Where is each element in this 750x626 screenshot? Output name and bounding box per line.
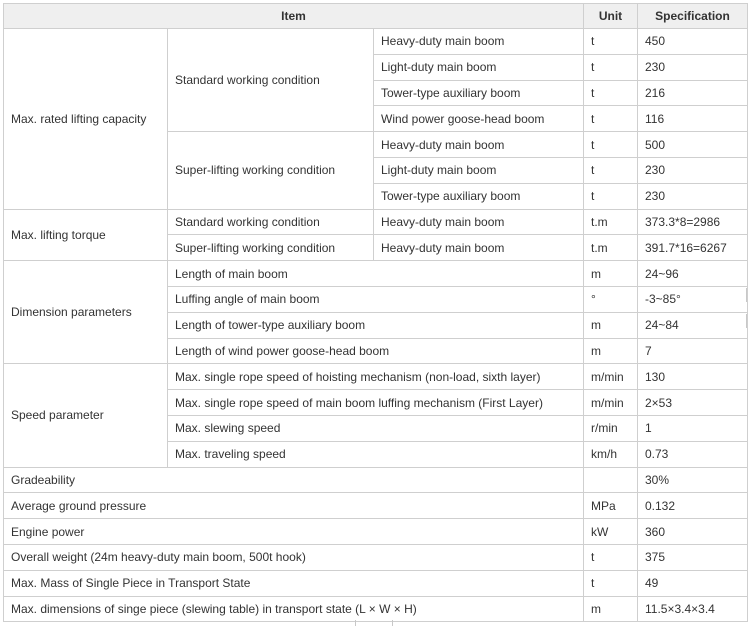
value-cell: 500	[638, 132, 748, 158]
value-cell: 0.73	[638, 441, 748, 467]
value-cell: 30%	[638, 467, 748, 493]
unit-cell: t	[584, 157, 638, 183]
unit-cell: m	[584, 261, 638, 287]
condition-cell: Super-lifting working condition	[168, 235, 374, 261]
item-cell: Light-duty main boom	[374, 157, 584, 183]
value-cell: 7	[638, 338, 748, 364]
item-cell: Max. dimensions of singe piece (slewing table) in transport state (L × W × H)	[4, 596, 584, 622]
specification-table	[3, 3, 748, 622]
table-row	[4, 364, 748, 390]
unit-cell: t	[584, 54, 638, 80]
table-row	[4, 596, 748, 622]
unit-cell: t	[584, 29, 638, 55]
unit-cell: r/min	[584, 415, 638, 441]
value-cell: 230	[638, 157, 748, 183]
value-cell: 24~96	[638, 261, 748, 287]
item-cell: Tower-type auxiliary boom	[374, 80, 584, 106]
unit-cell	[584, 467, 638, 493]
table-row	[4, 209, 748, 235]
unit-cell: MPa	[584, 493, 638, 519]
item-cell: Heavy-duty main boom	[374, 132, 584, 158]
unit-cell: t.m	[584, 209, 638, 235]
item-cell: Max. single rope speed of main boom luffing mechanism (First Layer)	[168, 390, 584, 416]
condition-label-super: Super-lifting working condition	[168, 132, 374, 209]
value-cell: 2×53	[638, 390, 748, 416]
value-cell: 116	[638, 106, 748, 132]
unit-cell: m	[584, 312, 638, 338]
edge-divider	[746, 314, 747, 328]
header-item: Item	[4, 4, 584, 29]
edge-divider	[355, 620, 356, 626]
unit-cell: kW	[584, 519, 638, 545]
unit-cell: m/min	[584, 364, 638, 390]
item-cell: Light-duty main boom	[374, 54, 584, 80]
condition-label-standard: Standard working condition	[168, 29, 374, 132]
condition-cell: Standard working condition	[168, 209, 374, 235]
unit-cell: km/h	[584, 441, 638, 467]
value-cell: 0.132	[638, 493, 748, 519]
table-row	[4, 570, 748, 596]
unit-cell: t	[584, 132, 638, 158]
unit-cell: °	[584, 286, 638, 312]
table-row	[4, 467, 748, 493]
item-cell: Wind power goose-head boom	[374, 106, 584, 132]
value-cell: 230	[638, 183, 748, 209]
value-cell: 130	[638, 364, 748, 390]
edge-divider	[392, 620, 393, 626]
unit-cell: t	[584, 183, 638, 209]
unit-cell: t	[584, 544, 638, 570]
item-cell: Tower-type auxiliary boom	[374, 183, 584, 209]
value-cell: 1	[638, 415, 748, 441]
edge-divider	[746, 288, 747, 302]
value-cell: 373.3*8=2986	[638, 209, 748, 235]
group-label-speed: Speed parameter	[4, 364, 168, 467]
item-cell: Heavy-duty main boom	[374, 209, 584, 235]
value-cell: 391.7*16=6267	[638, 235, 748, 261]
item-cell: Heavy-duty main boom	[374, 235, 584, 261]
item-cell: Max. Mass of Single Piece in Transport State	[4, 570, 584, 596]
item-cell: Length of tower-type auxiliary boom	[168, 312, 584, 338]
value-cell: 230	[638, 54, 748, 80]
table-row	[4, 519, 748, 545]
unit-cell: m	[584, 596, 638, 622]
item-cell: Overall weight (24m heavy-duty main boom, 500t hook)	[4, 544, 584, 570]
header-unit: Unit	[584, 4, 638, 29]
value-cell: 375	[638, 544, 748, 570]
item-cell: Max. traveling speed	[168, 441, 584, 467]
table-row	[4, 261, 748, 287]
unit-cell: t	[584, 80, 638, 106]
table-row	[4, 544, 748, 570]
item-cell: Length of wind power goose-head boom	[168, 338, 584, 364]
item-cell: Max. slewing speed	[168, 415, 584, 441]
header-row	[4, 4, 748, 29]
item-cell: Engine power	[4, 519, 584, 545]
value-cell: 24~84	[638, 312, 748, 338]
item-cell: Max. single rope speed of hoisting mechanism (non-load, sixth layer)	[168, 364, 584, 390]
value-cell: 450	[638, 29, 748, 55]
table-row	[4, 29, 748, 55]
item-cell: Average ground pressure	[4, 493, 584, 519]
unit-cell: t	[584, 106, 638, 132]
value-cell: -3~85°	[638, 286, 748, 312]
group-label-lifting-capacity: Max. rated lifting capacity	[4, 29, 168, 210]
item-cell: Luffing angle of main boom	[168, 286, 584, 312]
unit-cell: t.m	[584, 235, 638, 261]
unit-cell: m/min	[584, 390, 638, 416]
header-specification: Specification	[638, 4, 748, 29]
unit-cell: t	[584, 570, 638, 596]
value-cell: 49	[638, 570, 748, 596]
unit-cell: m	[584, 338, 638, 364]
item-cell: Heavy-duty main boom	[374, 29, 584, 55]
item-cell: Length of main boom	[168, 261, 584, 287]
value-cell: 360	[638, 519, 748, 545]
item-cell: Gradeability	[4, 467, 584, 493]
value-cell: 11.5×3.4×3.4	[638, 596, 748, 622]
group-label-lifting-torque: Max. lifting torque	[4, 209, 168, 261]
value-cell: 216	[638, 80, 748, 106]
group-label-dimension: Dimension parameters	[4, 261, 168, 364]
table-row	[4, 493, 748, 519]
